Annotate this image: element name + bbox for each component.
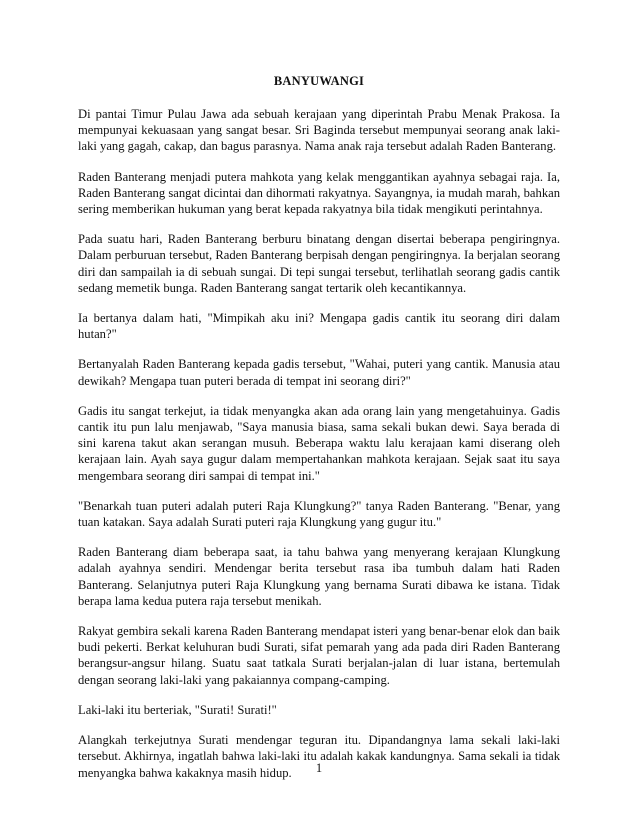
page-number: 1 [315,761,323,775]
paragraph-4: Ia bertanya dalam hati, "Mimpikah aku ini? Mengapa gadis cantik itu seorang diri dalam hutan?" [78,311,560,342]
paragraph-8: Raden Banterang diam beberapa saat, ia tahu bahwa yang menyerang kerajaan Klungkung adalah ayahnya sendiri. Mendengar berita tersebut rasa iba tumbuh dalam hati Raden Banterang. Selanjutnya puteri Raja Klungkung yang bernama Surati dibawa ke istana. Tidak berapa lama kedua putera raja tersebut menikah. [78,545,560,608]
paragraph-11: Alangkah terkejutnya Surati mendengar teguran itu. Dipandangnya lama sekali laki-laki tersebut. Akhirnya, ingatlah bahwa laki-laki itu adalah kakak kandungnya. Sama sekali ia tidak menyangka bahwa kakaknya masih hidup. [78,733,560,780]
document-title: BANYUWANGI [273,74,365,88]
paragraph-5: Bertanyalah Raden Banterang kepada gadis tersebut, "Wahai, puteri yang cantik. Manusia atau dewikah? Mengapa tuan puteri berada di tempat ini seorang diri?" [78,357,560,388]
paragraph-9: Rakyat gembira sekali karena Raden Banterang mendapat isteri yang benar-benar elok dan baik budi pekerti. Berkat keluhuran budi Surati, sifat pemarah yang ada pada diri Raden Banterang berangsur-angsur hilang. Suatu saat tatkala Surati berjalan-jalan di luar istana, bertemulah dengan seorang laki-laki yang pakaiannya compang-camping. [78,624,560,687]
paragraph-1: Di pantai Timur Pulau Jawa ada sebuah kerajaan yang diperintah Prabu Menak Prakosa. Ia mempunyai kekuasaan yang sangat besar. Sri Baginda tersebut mempunyai seorang anak laki-laki yang gagah, cakap, dan bagus parasnya. Nama anak raja tersebut adalah Raden Banterang. [78,107,560,154]
paragraph-2: Raden Banterang menjadi putera mahkota yang kelak menggantikan ayahnya sebagai raja. Ia, Raden Banterang sangat dicintai dan dihormati rakyatnya. Sayangnya, ia mudah marah, bahkan sering memberikan hukuman yang berat kepada rakyatnya bila tidak mengikuti perintahnya. [78,169,560,217]
paragraph-7: "Benarkah tuan puteri adalah puteri Raja Klungkung?" tanya Raden Banterang. "Benar, yang tuan katakan. Saya adalah Surati puteri raja Klungkung yang gugur itu." [78,498,560,530]
paragraph-3: Pada suatu hari, Raden Banterang berburu binatang dengan disertai beberapa pengiringnya. Dalam perburuan tersebut, Raden Banterang berpisah dengan pengiringnya. Ia berjalan seorang diri dan sampailah ia di sebuah sungai. Di tepi sungai tersebut, terlihatlah seorang gadis cantik sedang memetik bunga. Raden Banterang sangat tertarik oleh kecantikannya. [78,232,560,295]
paragraph-6: Gadis itu sangat terkejut, ia tidak menyangka akan ada orang lain yang mengetahuinya. Gadis cantik itu pun lalu menjawab, "Saya manusia biasa, sama sekali bukan dewi. Saya berada di sini karena takut akan serangan musuh. Beberapa waktu lalu kerajaan kami diserang oleh kerajaan lain. Ayah saya gugur dalam mempertahankan mahkota kerajaan. Sejak saat itu saya mengembara seorang diri sampai di tempat ini." [78,403,560,483]
paragraph-10: Laki-laki itu berteriak, "Surati! Surati!" [78,702,277,717]
